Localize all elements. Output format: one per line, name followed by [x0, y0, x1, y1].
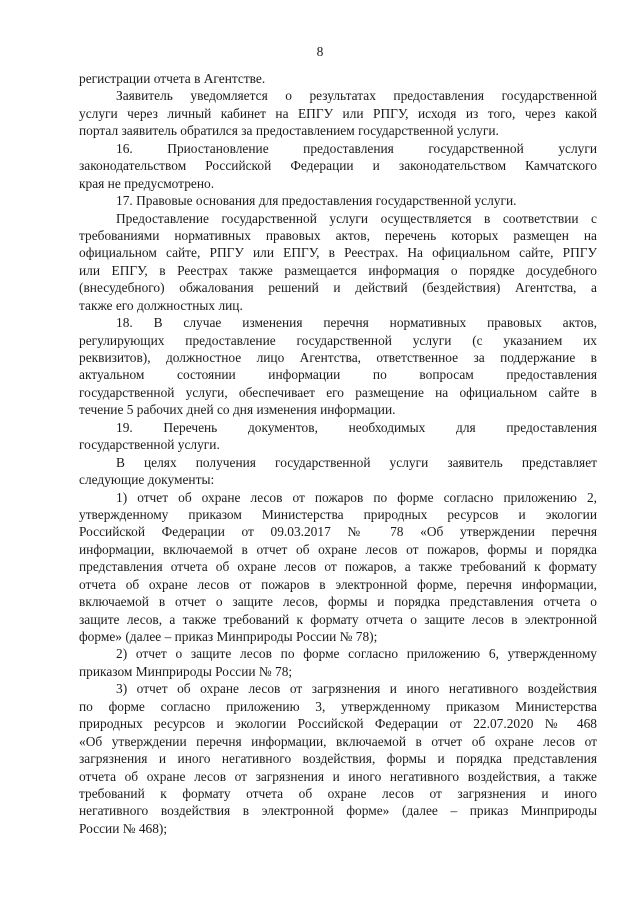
text-line: загрязнения и иного негативного воздействия, формы и порядка представления — [79, 751, 597, 767]
text-line: защите лесов, а также требований к формату отчета о защите лесов в электронной — [79, 611, 597, 627]
document-body — [79, 70, 597, 837]
text-line: или ЕПГУ, в Реестрах также размещается информация о порядке досудебного — [79, 262, 597, 278]
text-line: актуальном состоянии информации по вопросам предоставления — [79, 367, 597, 383]
text-line: России № 468); — [79, 820, 168, 836]
text-line: 1) отчет об охране лесов от пожаров по форме согласно приложению 2, — [116, 489, 597, 505]
text-line: включаемой в отчет о защите лесов, формы и порядка представления отчета о — [79, 594, 597, 610]
text-line: по форме согласно приложению 3, утвержденному приказом Министерства — [79, 698, 597, 714]
text-line: Предоставление государственной услуги осуществляется в соответствии с — [116, 210, 597, 226]
text-line: требованиями нормативных правовых актов, перечень которых размещен на — [79, 227, 597, 243]
text-line: требований к формату отчета об охране лесов от загрязнения и иного — [79, 785, 597, 801]
text-line: 17. Правовые основания для предоставления государственной услуги. — [116, 193, 517, 209]
text-line: регулирующих предоставление государственной услуги (с указанием их — [79, 332, 597, 348]
text-line: края не предусмотрено. — [79, 175, 215, 191]
text-line: государственной услуги, обеспечивает его размещение на официальном сайте в — [79, 384, 597, 400]
text-line: регистрации отчета в Агентстве. — [79, 71, 266, 86]
text-line: приказом Минприроды России № 78; — [79, 663, 293, 679]
text-line: следующие документы: — [79, 472, 215, 488]
text-line: официальном сайте, РПГУ или ЕПГУ, в Реестрах. На официальном сайте, РПГУ — [79, 245, 597, 261]
page-number: 8 — [316, 44, 324, 59]
text-line: 18. В случае изменения перечня нормативных правовых актов, — [116, 315, 597, 331]
text-line: «Об утверждении перечня информации, включаемой в отчет об охране лесов от — [79, 733, 597, 749]
text-line: Российской Федерации от 09.03.2017 № 78 «Об утверждении перечня — [79, 524, 597, 540]
text-line: представления отчета об охране лесов от пожаров, а также требований к формату — [79, 559, 597, 575]
text-line: также его должностных лиц. — [79, 297, 243, 313]
text-line: природных ресурсов и экологии Российской Федерации от 22.07.2020 № 468 — [79, 716, 597, 732]
text-line: отчета об охране лесов от пожаров в электронной форме, перечня информации, — [79, 576, 597, 592]
text-line: 2) отчет о защите лесов по форме согласно приложению 6, утвержденному — [116, 646, 597, 662]
text-line: Заявитель уведомляется о результатах предоставления государственной — [116, 88, 597, 104]
text-line: услуги через личный кабинет на ЕПГУ или РПГУ, исходя из того, через какой — [79, 105, 597, 121]
text-line: негативного воздействия в электронной форме» (далее – приказ Минприроды — [79, 803, 597, 819]
text-line: утвержденному приказом Министерства природных ресурсов и экологии — [79, 506, 597, 522]
text-line: течение 5 рабочих дней со дня изменения информации. — [79, 402, 396, 418]
text-line: портал заявитель обратился за предоставлением государственной услуги. — [79, 123, 499, 139]
text-line: реквизитов), должностное лицо Агентства, ответственное за поддержание в — [79, 350, 597, 365]
text-line: отчета об охране лесов от загрязнения и иного негативного воздействия, а также — [79, 768, 597, 784]
text-line: форме» (далее – приказ Минприроды России № 78); — [79, 629, 378, 644]
text-line: (внесудебного) обжалования решений и действий (бездействия) Агентства, а — [79, 280, 597, 296]
text-line: В целях получения государственной услуги заявитель представляет — [116, 454, 597, 470]
text-line: 3) отчет об охране лесов от загрязнения и иного негативного воздействия — [116, 681, 597, 697]
text-line: государственной услуги. — [79, 437, 220, 453]
text-line: информации, включаемой в отчет об охране лесов от пожаров, формы и порядка — [79, 541, 597, 557]
text-line: законодательством Российской Федерации и законодательством Камчатского — [79, 158, 597, 174]
text-line: 16. Приостановление предоставления государственной услуги — [116, 140, 597, 156]
text-line: 19. Перечень документов, необходимых для предоставления — [116, 419, 597, 435]
